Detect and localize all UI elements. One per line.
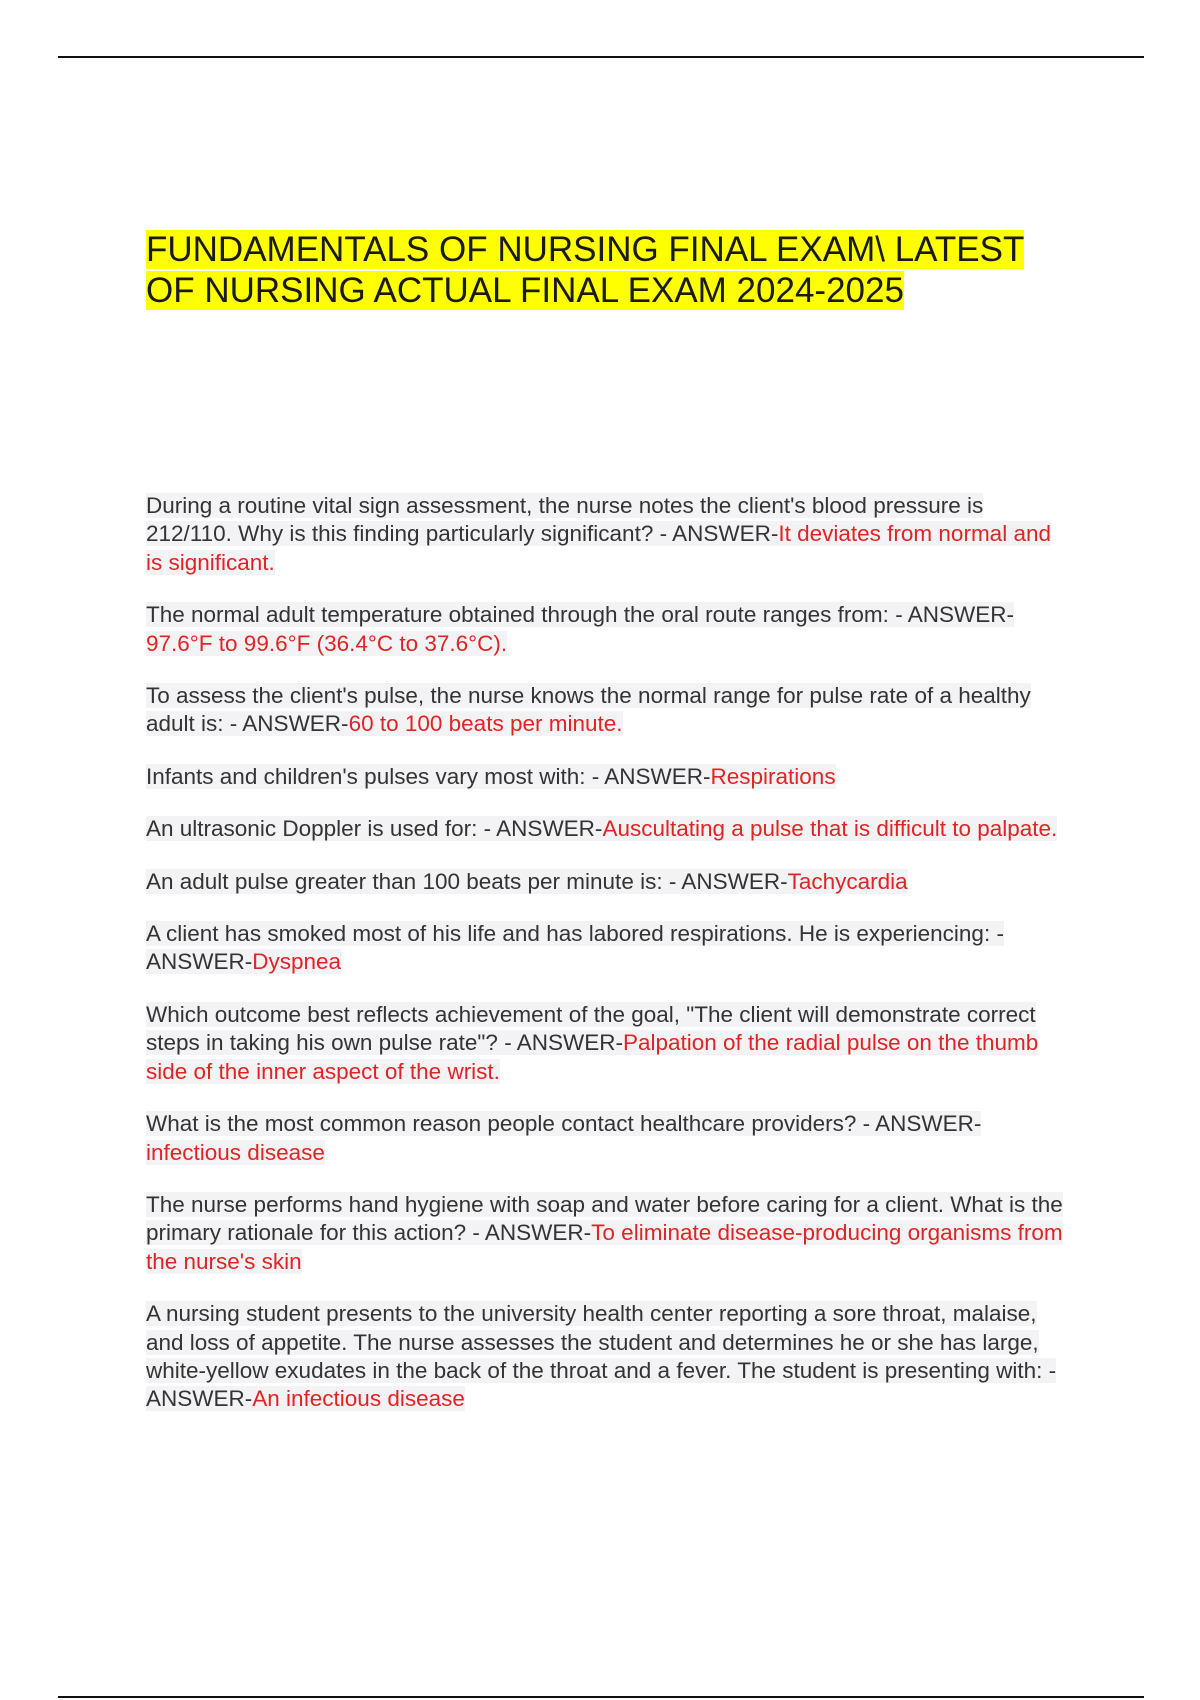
answer-separator: - ANSWER- [146,1357,1057,1412]
question-text: Which outcome best reflects achievement of the goal, "The client will demonstrate correct steps in taking his own pulse rate"? [146,1001,1036,1056]
question-text: The normal adult temperature obtained through the oral route ranges from: [146,602,889,628]
bottom-rule [58,1696,1144,1698]
question-text: The nurse performs hand hygiene with soap and water before caring for a client. What is the primary rationale for this action? [146,1191,1063,1246]
title-highlight: FUNDAMENTALS OF NURSING FINAL EXAM\ LATEST OF NURSING ACTUAL FINAL EXAM 2024-2025 [146,230,1025,310]
answer-separator: - ANSWER- [223,711,349,737]
document-title [146,229,1046,311]
answer-separator: - ANSWER- [497,1030,623,1056]
answer-separator: - ANSWER- [477,816,603,842]
answer-text: Respirations [710,763,836,789]
answer-separator: - ANSWER- [662,868,788,894]
question-text: What is the most common reason people contact healthcare providers? [146,1111,857,1137]
question-text: Infants and children's pulses vary most with: [146,763,586,789]
answer-text: An infectious disease [252,1386,465,1412]
answer-text: 60 to 100 beats per minute. [348,711,623,737]
answer-text: infectious disease [146,1139,325,1165]
qa-item-2 [146,601,1066,658]
qa-item-3 [146,682,1066,739]
qa-item-11 [146,1300,1066,1414]
qa-item-4 [146,763,1066,791]
answer-text: 97.6°F to 99.6°F (36.4°C to 37.6°C). [146,630,508,656]
answer-separator: - ANSWER- [466,1220,592,1246]
qa-item-1 [146,492,1066,577]
question-answer-list [146,492,1066,1438]
question-text: During a routine vital sign assessment, the nurse notes the client's blood pressure is 212/110. Why is this finding particularly significant? [146,493,984,547]
qa-item-9 [146,1110,1066,1167]
qa-item-6 [146,868,1066,896]
qa-item-7 [146,920,1066,977]
answer-text: Dyspnea [252,949,342,975]
qa-item-10 [146,1191,1066,1276]
qa-item-8 [146,1001,1066,1086]
answer-text: To eliminate disease-producing organisms from the nurse's skin [146,1220,1063,1274]
answer-separator: - ANSWER- [585,763,711,789]
question-text: An ultrasonic Doppler is used for: [146,816,478,842]
answer-text: Palpation of the radial pulse on the thumb side of the inner aspect of the wrist. [146,1030,1039,1084]
answer-separator: - ANSWER- [146,921,1004,975]
qa-item-5 [146,815,1066,843]
question-text: A nursing student presents to the university health center reporting a sore throat, malaise, and loss of appetite. The nurse assesses the student and determines he or she has large, white-yellow exudates in the back of the throat and a fever. The student is presenting with: [146,1301,1043,1383]
answer-text: Auscultating a pulse that is difficult to palpate. [602,816,1058,842]
question-text: To assess the client's pulse, the nurse knows the normal range for pulse rate of a healthy adult is: [146,683,1031,737]
question-text: A client has smoked most of his life and has labored respirations. He is experiencing: [146,921,991,947]
question-text: An adult pulse greater than 100 beats per minute is: [146,868,663,894]
answer-separator: - ANSWER- [856,1111,982,1137]
answer-text: It deviates from normal and is significant. [146,521,1051,575]
answer-text: Tachycardia [787,868,908,894]
answer-separator: - ANSWER- [653,521,779,547]
top-rule [58,56,1144,58]
answer-separator: - ANSWER- [888,602,1014,628]
